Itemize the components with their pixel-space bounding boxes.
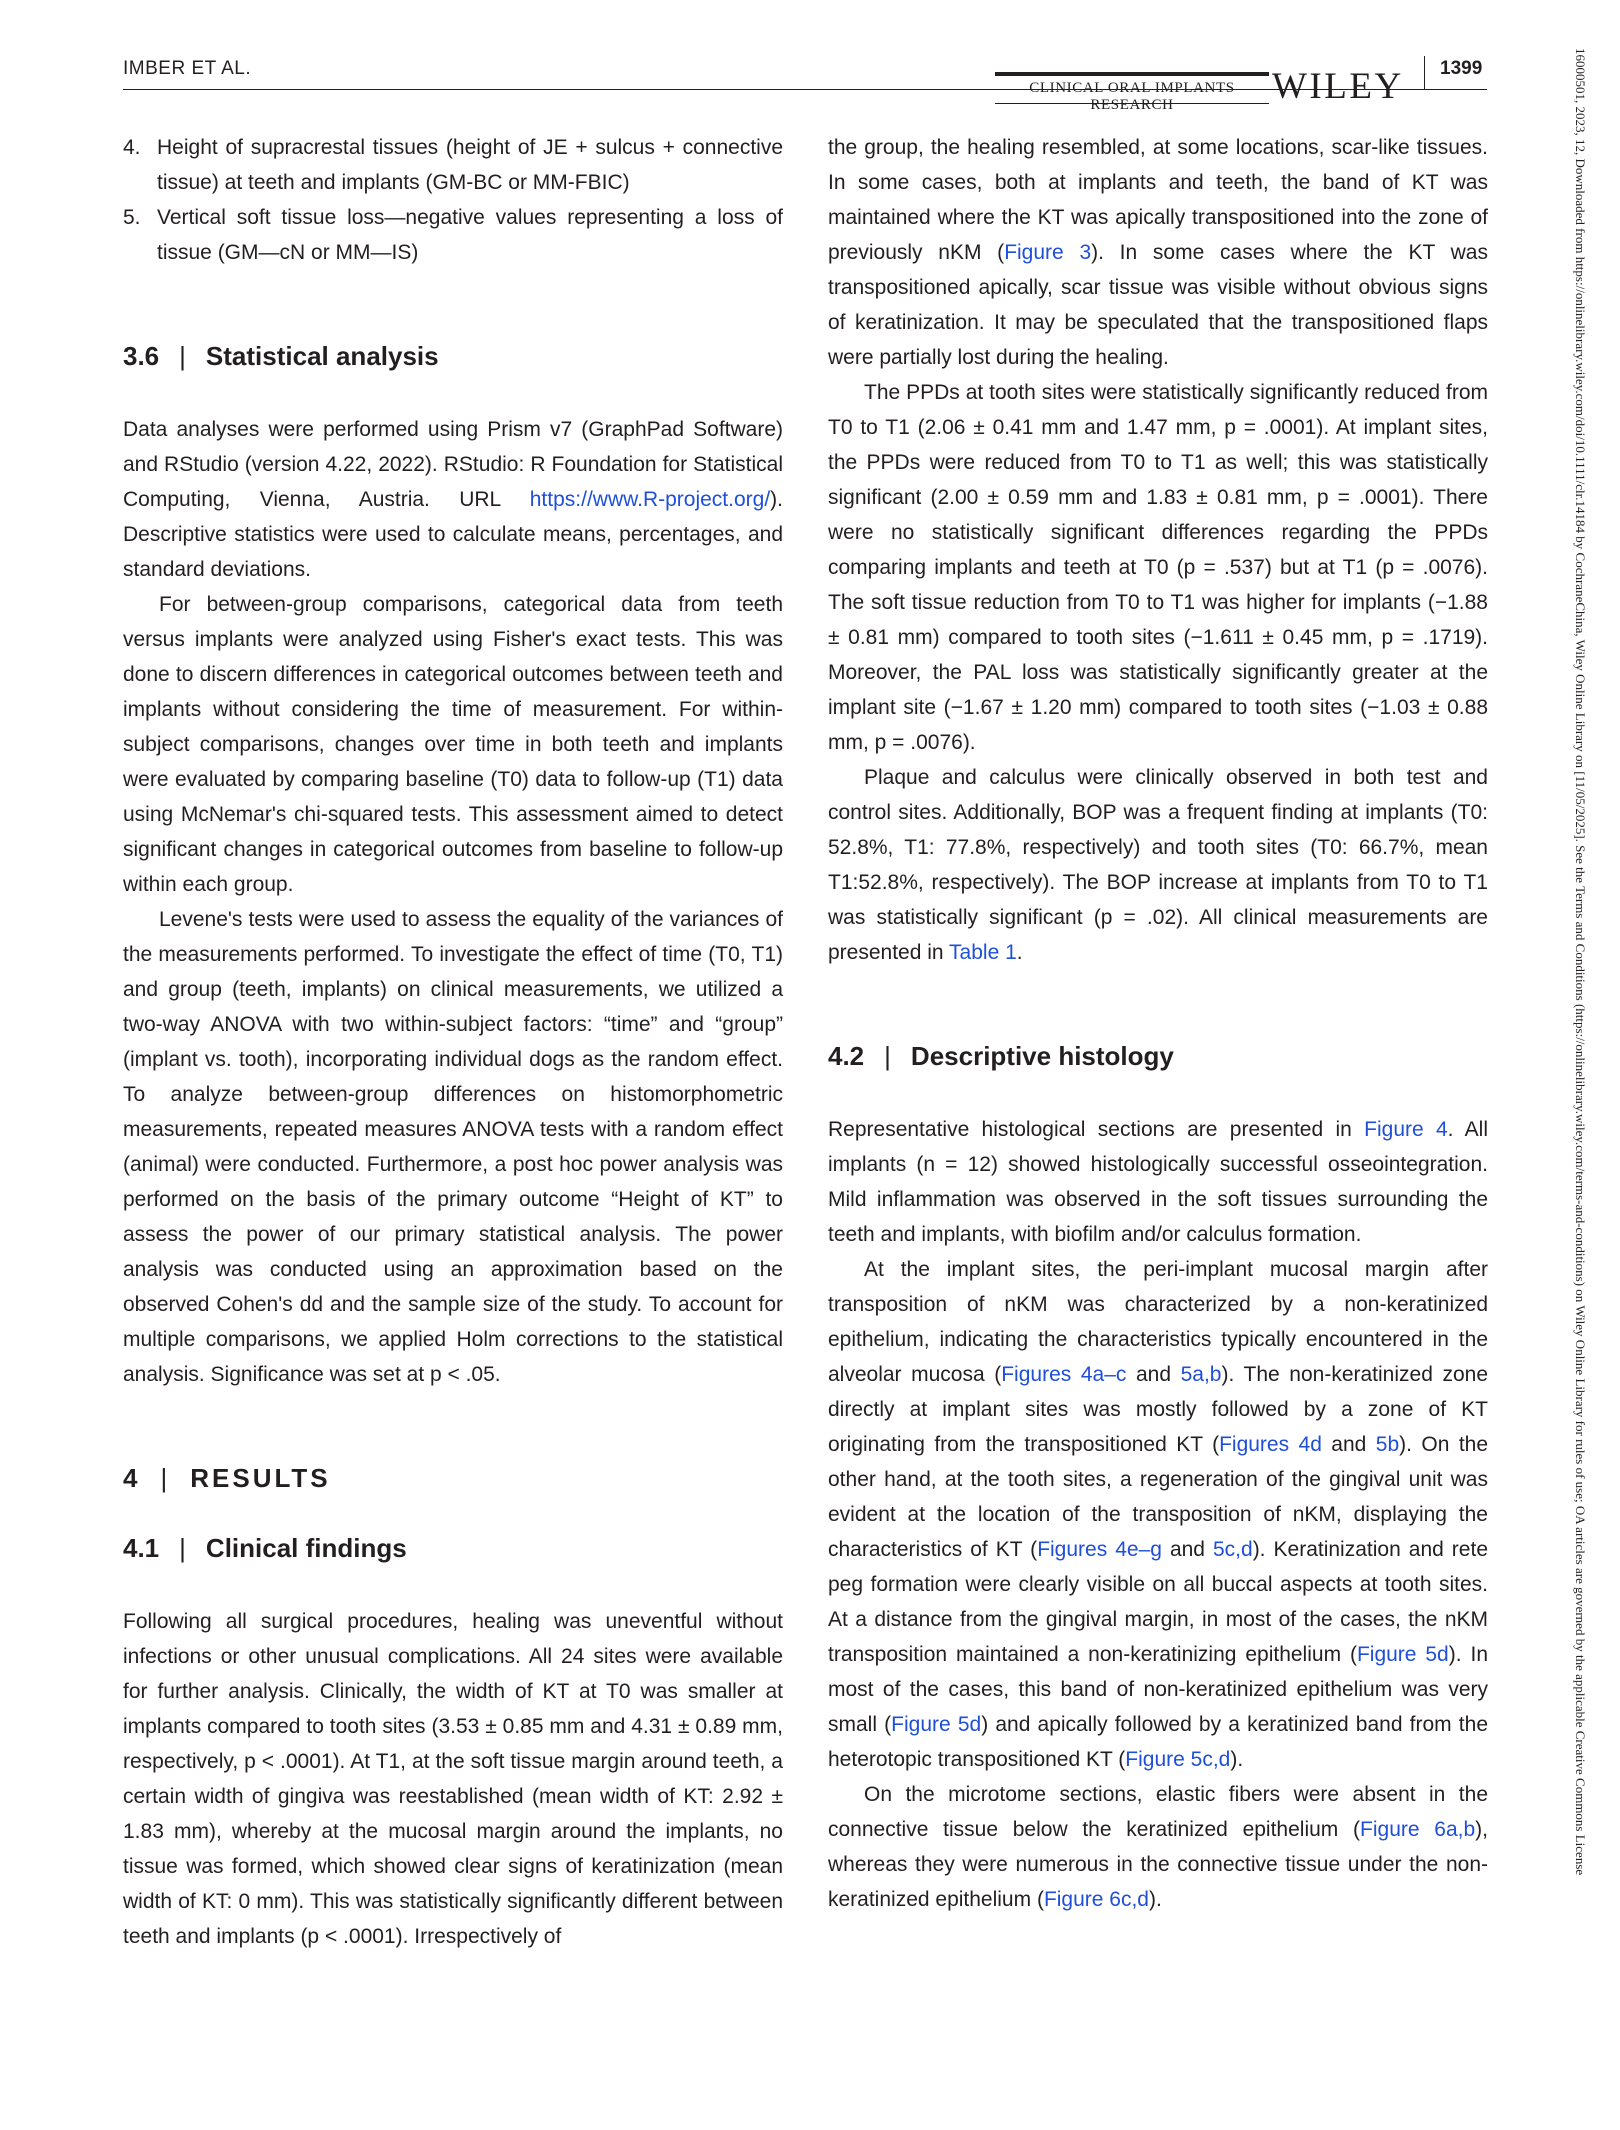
- figure-4-link[interactable]: Figure 4: [1364, 1118, 1448, 1141]
- section-title: Descriptive histology: [910, 1041, 1174, 1071]
- paragraph: Data analyses were performed using Prism v7 (GraphPad Software) and RStudio (version 4.22, 2022). RStudio: R Foundation for Statistical Computing, Vienna, Austria. URL https://www.R-project.org/). Descriptive statistics were used to calculate means, percentages, and standard deviations.: [123, 418, 783, 581]
- figure-link[interactable]: Figure 5d: [891, 1713, 982, 1736]
- running-head-authors: IMBER ET AL.: [123, 58, 252, 79]
- paragraph: For between-group comparisons, categorical data from teeth versus implants were analyzed using Fisher's exact tests. This was done to discern differences in categorical outcomes between teeth and implants without considering the time of measurement. For within-subject comparisons, changes over time in both teeth and implants were evaluated by comparing baseline (T0) data to follow-up (T1) data using McNemar's chi-squared tests. This assessment aimed to detect significant changes in categorical outcomes from baseline to follow-up within each group.: [123, 593, 783, 896]
- figure-link[interactable]: Figure 5d: [1356, 1643, 1449, 1666]
- list-number: 5.: [123, 206, 141, 229]
- section-number: 4.2: [828, 1041, 865, 1071]
- section-title: RESULTS: [190, 1463, 331, 1493]
- publisher-logo: WILEY: [1272, 66, 1404, 107]
- figure-link[interactable]: Figures 4a–c: [1001, 1363, 1127, 1386]
- list-text: Height of supracrestal tissues (height of JE + sulcus + connective tissue) at teeth and implants (GM-BC or MM-FBIC): [157, 136, 783, 194]
- list-item: [123, 200, 783, 270]
- paragraph: On the microtome sections, elastic fibers were absent in the connective tissue below the keratinized epithelium (Figure 6a,b), whereas they were numerous in the connective tissue under the non-keratinized epithelium (Figure 6c,d).: [828, 1783, 1488, 1911]
- section-title: Statistical analysis: [205, 341, 439, 371]
- paragraph: the group, the healing resembled, at some locations, scar-like tissues. In some cases, both at implants and teeth, the band of KT was maintained where the KT was apically transpositioned into the zone of previously nKM (Figure 3). In some cases where the KT was transpositioned apically, scar tissue was visible without obvious signs of keratinization. It may be speculated that the transpositioned flaps were partially lost during the healing.: [828, 136, 1488, 369]
- table-1-link[interactable]: Table 1: [949, 941, 1017, 964]
- section-number: 4.1: [123, 1533, 160, 1563]
- figure-link[interactable]: Figure 5c,d: [1125, 1748, 1231, 1771]
- paragraph: Following all surgical procedures, healing was uneventful without infections or other unusual complications. All 24 sites were available for further analysis. Clinically, the width of KT at T0 was smaller at implants compared to tooth sites (3.53 ± 0.85 mm and 4.31 ± 0.89 mm, respectively, p < .0001). At T1, at the soft tissue margin around teeth, a certain width of gingiva was reestablished (mean width of KT: 2.92 ± 1.83 mm), whereby at the mucosal margin around the implants, no tissue was formed, which showed clear signs of keratinization (mean width of KT: 0 mm). This was statistically significantly different between teeth and implants (p < .0001). Irrespectively of: [123, 1610, 783, 1948]
- list-number: 4.: [123, 136, 141, 159]
- figure-link[interactable]: Figures 4d: [1219, 1433, 1322, 1456]
- measurement-list: [123, 130, 783, 270]
- section-heading-4: 4 | RESULTS: [123, 1463, 331, 1493]
- figure-link[interactable]: 5c,d: [1212, 1538, 1253, 1561]
- section-heading-4-1: 4.1 | Clinical findings: [123, 1533, 407, 1563]
- figure-link[interactable]: Figure 6c,d: [1043, 1888, 1149, 1911]
- header-rule: [123, 89, 1487, 90]
- paragraph: The PPDs at tooth sites were statistically significantly reduced from T0 to T1 (2.06 ± 0.41 mm and 1.47 mm, p = .0001). At implant sites, the PPDs were reduced from T0 to T1 as well; this was statistically significant (2.00 ± 0.59 mm and 1.83 ± 0.81 mm, p = .0001). There were no statistically significant differences regarding the PPDs comparing implants and teeth at T0 (p = .537) but at T1 (p = .0076). The soft tissue reduction from T0 to T1 was higher for implants (−1.88 ± 0.81 mm) compared to tooth sites (−1.611 ± 0.45 mm, p = .1719). Moreover, the PAL loss was statistically significantly greater at the implant site (−1.67 ± 1.20 mm) compared to tooth sites (−1.03 ± 0.88 mm, p = .0076).: [828, 381, 1488, 754]
- section-title: Clinical findings: [205, 1533, 407, 1563]
- paragraph: Representative histological sections are presented in Figure 4. All implants (n = 12) showed histologically successful osseointegration. Mild inflammation was observed in the soft tissues surrounding the teeth and implants, with biofilm and/or calculus formation.: [828, 1118, 1488, 1246]
- section-number: 4: [123, 1463, 141, 1493]
- figure-link[interactable]: 5a,b: [1180, 1363, 1222, 1386]
- section-number: 3.6: [123, 341, 160, 371]
- list-item: [123, 130, 783, 200]
- right-column: [828, 130, 1488, 1917]
- r-project-link[interactable]: https://www.R-project.org/: [529, 488, 771, 511]
- paragraph: Levene's tests were used to assess the equality of the variances of the measurements performed. To investigate the effect of time (T0, T1) and group (teeth, implants) on clinical measurements, we utilized a two-way ANOVA with two within-subject factors: “time” and “group” (implant vs. tooth), incorporating individual dogs as the random effect. To analyze between-group differences on histomorphometric measurements, repeated measures ANOVA tests with a random effect (animal) were conducted. Furthermore, a post hoc power analysis was performed on the basis of the primary outcome “Height of KT” to assess the power of our primary statistical analysis. The power analysis was conducted using an approximation based on the observed Cohen's dd and the sample size of the study. To account for multiple comparisons, we applied Holm corrections to the statistical analysis. Significance was set at p < .05.: [123, 908, 783, 1386]
- section-heading-3-6: 3.6 | Statistical analysis: [123, 341, 439, 371]
- figure-3-link[interactable]: Figure 3: [1004, 241, 1092, 264]
- section-heading-4-2: 4.2 | Descriptive histology: [828, 1041, 1174, 1071]
- journal-name: CLINICAL ORAL IMPLANTS RESEARCH: [1029, 80, 1235, 113]
- header-divider: [1424, 56, 1425, 90]
- paragraph: Plaque and calculus were clinically observed in both test and control sites. Additionally, BOP was a frequent finding at implants (T0: 52.8%, T1: 77.8%, respectively) and tooth sites (T0: 66.7%, mean T1:52.8%, respectively). The BOP increase at implants from T0 to T1 was statistically significant (p = .02). All clinical measurements are presented in Table 1.: [828, 766, 1488, 964]
- figure-link[interactable]: Figures 4e–g: [1037, 1538, 1162, 1561]
- journal-banner: [995, 72, 1269, 113]
- paragraph: At the implant sites, the peri-implant mucosal margin after transposition of nKM was characterized by a non-keratinized epithelium, indicating the characteristics typically encountered in the alveolar mucosa (Figures 4a–c and 5a,b). The non-keratinized zone directly at implant sites was mostly followed by a zone of KT originating from the transpositioned KT (Figures 4d and 5b). On the other hand, at the tooth sites, a regeneration of the gingival unit was evident at the location of the transposition of nKM, displaying the characteristics of KT (Figures 4e–g and 5c,d). Keratinization and rete peg formation were clearly visible on all buccal aspects at tooth sites. At a distance from the gingival margin, in most of the cases, the nKM transposition maintained a non-keratinizing epithelium (Figure 5d). In most of the cases, this band of non-keratinized epithelium was very small (Figure 5d) and apically followed by a keratinized band from the heterotopic transpositioned KT (Figure 5c,d).: [828, 1258, 1489, 1771]
- figure-link[interactable]: Figure 6a,b: [1360, 1818, 1476, 1841]
- figure-link[interactable]: 5b: [1375, 1433, 1400, 1456]
- list-text: Vertical soft tissue loss—negative values representing a loss of tissue (GM—cN or MM—IS): [157, 206, 783, 264]
- page-number: 1399: [1440, 58, 1483, 79]
- left-column: [123, 130, 783, 1954]
- download-side-note: 16000501, 2023, 12, Downloaded from https://onlinelibrary.wiley.com/doi/10.1111/clr.14184 by CochraneChina, Wiley Online Library on [11/05/2025]. See the Terms and Conditions (https://onlinelibrary.wiley.com/terms-and-conditions) on Wiley Online Library for rules of use; OA articles are governed by the applicable Creative Commons License: [1573, 48, 1588, 1876]
